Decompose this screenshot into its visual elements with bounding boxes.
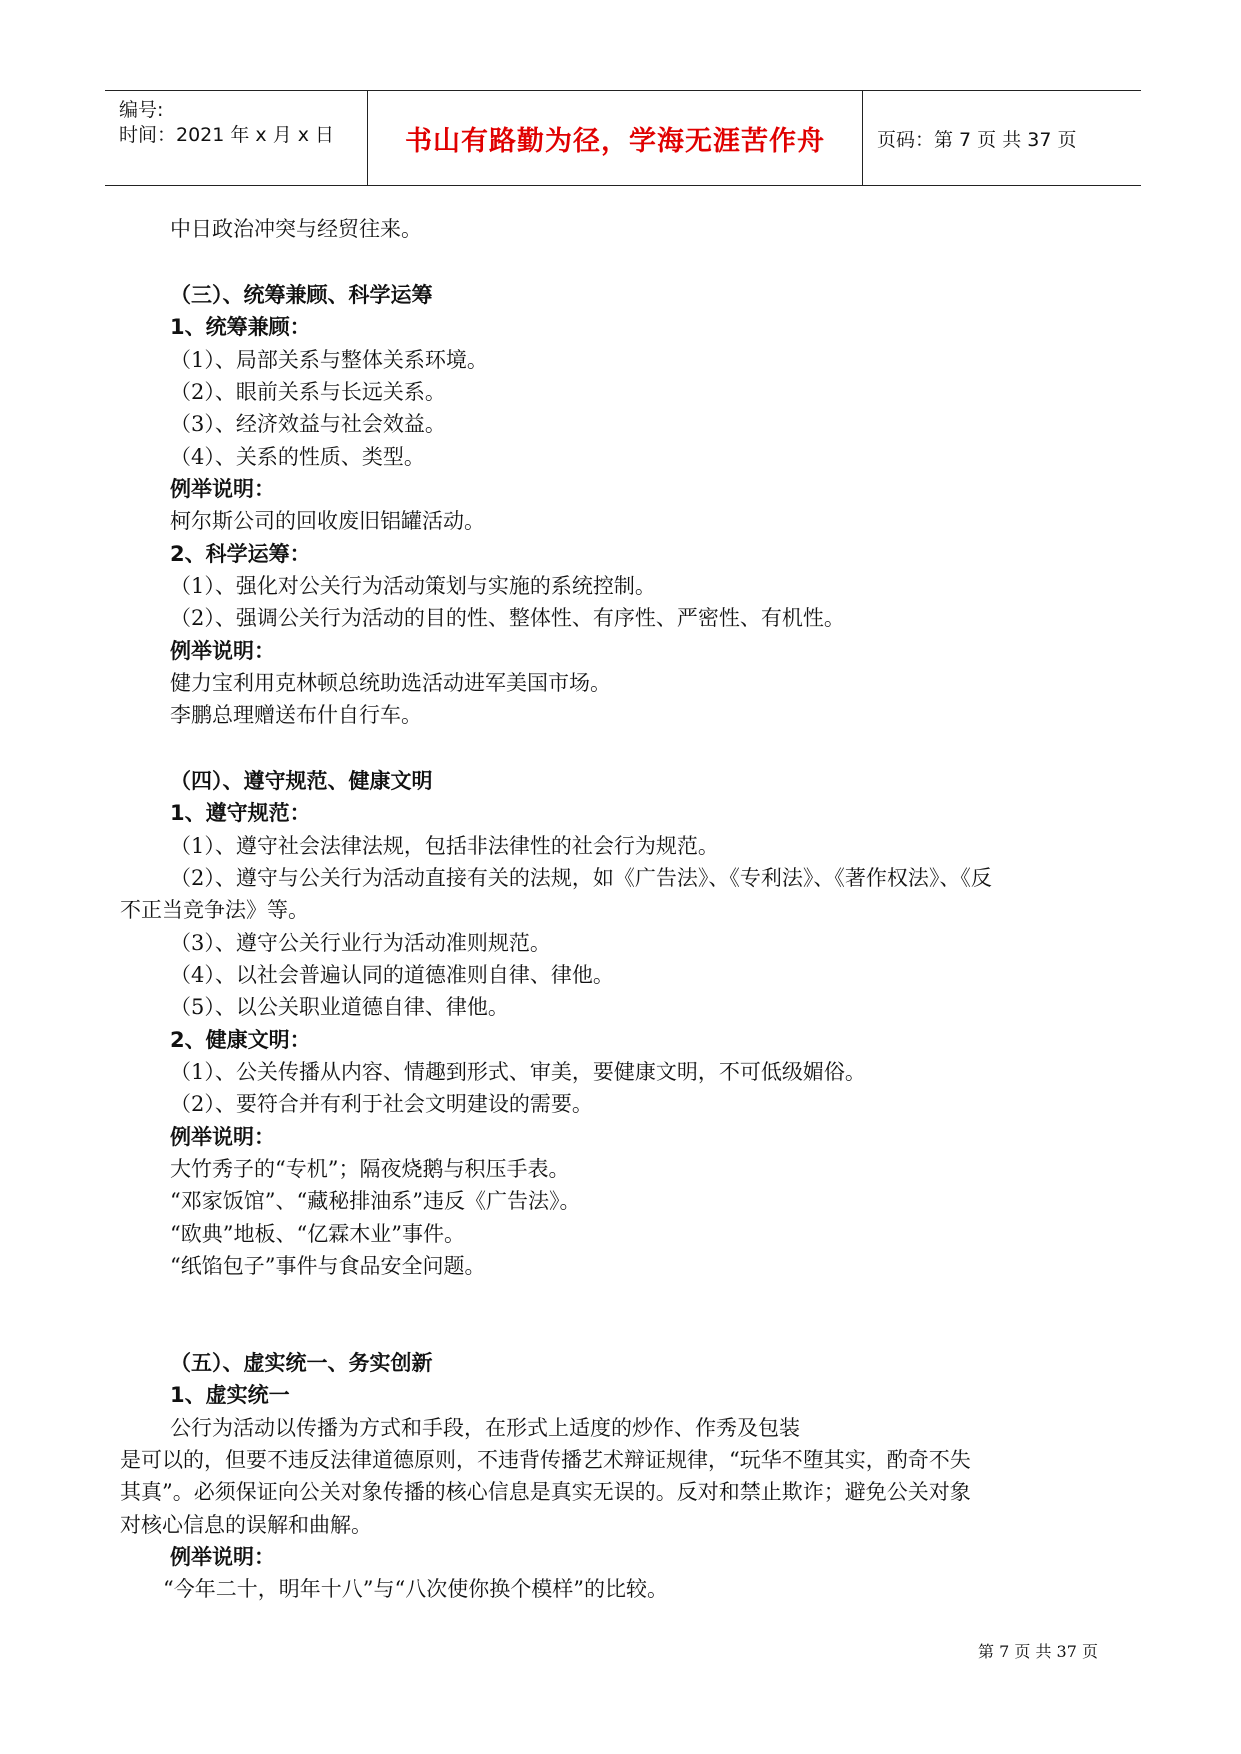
body-line: 柯尔斯公司的回收废旧铝罐活动。 [170, 509, 485, 533]
body-line: （1）、局部关系与整体关系环境。 [170, 348, 488, 372]
header-left-cell [105, 91, 368, 185]
example-label: 例举说明： [170, 1545, 275, 1569]
body-line: 大竹秀子的“专机”；隔夜烧鹅与积压手表。 [170, 1157, 570, 1181]
body-line: （4）、关系的性质、类型。 [170, 445, 425, 469]
body-line: 是可以的，但要不违反法律道德原则，不违背传播艺术辩证规律，“玩华不堕其实，酌奇不失 [120, 1448, 971, 1472]
document-header [105, 90, 1141, 186]
body-line: （1）、强化对公关行为活动策划与实施的系统控制。 [170, 574, 656, 598]
body-line: “纸馅包子”事件与食品安全问题。 [170, 1254, 486, 1278]
header-motto: 书山有路勤为径，学海无涯苦作舟 [368, 91, 863, 185]
example-label: 例举说明： [170, 477, 275, 501]
body-line: 李鹏总理赠送布什自行车。 [170, 703, 422, 727]
subsection-heading: 1、遵守规范： [170, 801, 311, 825]
body-line: “邓家饭馆”、“藏秘排油系”违反《广告法》。 [170, 1189, 581, 1213]
example-label: 例举说明： [170, 639, 275, 663]
section-heading: （四）、遵守规范、健康文明 [170, 769, 433, 793]
body-line: （4）、以社会普遍认同的道德准则自律、律他。 [170, 963, 614, 987]
body-line: （2）、强调公关行为活动的目的性、整体性、有序性、严密性、有机性。 [170, 606, 845, 630]
body-line: （3）、遵守公关行业行为活动准则规范。 [170, 931, 551, 955]
subsection-heading: 2、健康文明： [170, 1028, 311, 1052]
subsection-heading: 1、统筹兼顾： [170, 315, 311, 339]
body-line: （2）、遵守与公关行为活动直接有关的法规，如《广告法》、《专利法》、《著作权法》、《反 [170, 866, 992, 890]
header-time-label: 时间：2021 年 x 月 x 日 [119, 124, 335, 146]
header-number-label: 编号: [119, 99, 164, 121]
section-heading: （三）、统筹兼顾、科学运筹 [170, 283, 433, 307]
body-line: 中日政治冲突与经贸往来。 [170, 217, 422, 241]
page-footer: 第 7 页 共 37 页 [978, 1642, 1098, 1661]
body-line: 健力宝利用克林顿总统助选活动进军美国市场。 [170, 671, 611, 695]
subsection-heading: 2、科学运筹： [170, 542, 311, 566]
subsection-heading: 1、虚实统一 [170, 1383, 290, 1407]
body-line: （2）、要符合并有利于社会文明建设的需要。 [170, 1092, 593, 1116]
section-heading: （五）、虚实统一、务实创新 [170, 1351, 433, 1375]
header-right-cell [863, 91, 1141, 185]
body-line: （5）、以公关职业道德自律、律他。 [170, 995, 509, 1019]
body-line: （2）、眼前关系与长远关系。 [170, 380, 446, 404]
body-line: （1）、公关传播从内容、情趣到形式、审美，要健康文明，不可低级媚俗。 [170, 1060, 866, 1084]
body-line: 公行为活动以传播为方式和手段，在形式上适度的炒作、作秀及包装 [170, 1416, 800, 1440]
body-line: “今年二十，明年十八”与“八次使你换个模样”的比较。 [163, 1577, 668, 1601]
body-line: 对核心信息的误解和曲解。 [120, 1513, 372, 1537]
example-label: 例举说明： [170, 1125, 275, 1149]
body-line: 其真”。必须保证向公关对象传播的核心信息是真实无误的。反对和禁止欺诈；避免公关对象 [120, 1480, 971, 1504]
body-line: 不正当竞争法》等。 [120, 898, 309, 922]
header-page-label: 页码：第 7 页 共 37 页 [877, 128, 1077, 151]
body-line: “欧典”地板、“亿霖木业”事件。 [170, 1222, 465, 1246]
body-line: （3）、经济效益与社会效益。 [170, 412, 446, 436]
body-line: （1）、遵守社会法律法规，包括非法律性的社会行为规范。 [170, 834, 719, 858]
